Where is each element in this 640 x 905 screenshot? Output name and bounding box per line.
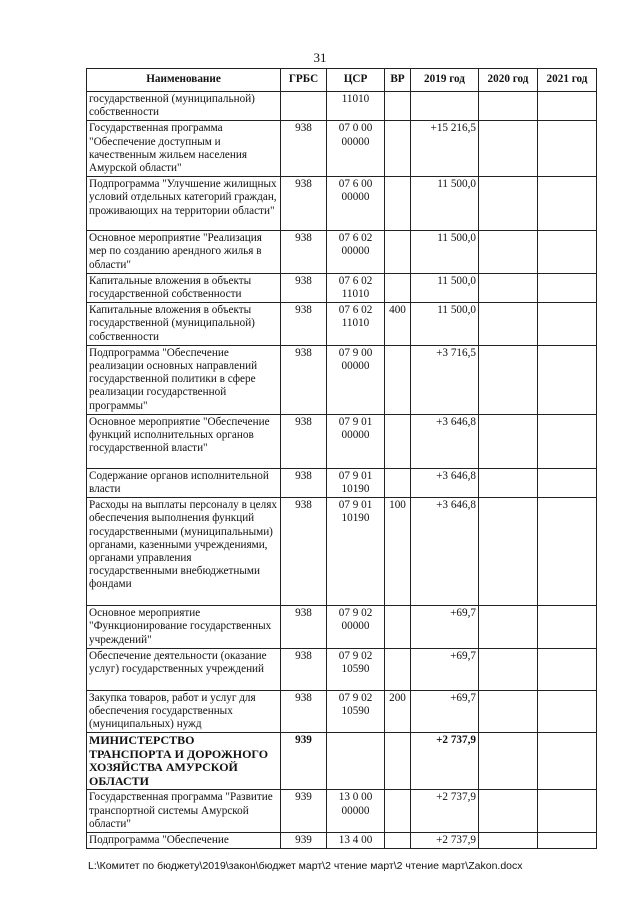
row-grbs-cell: 938 xyxy=(281,414,327,468)
row-grbs-cell: 938 xyxy=(281,231,327,274)
row-2021-cell xyxy=(538,606,597,649)
table-row xyxy=(87,606,597,649)
row-2021-cell xyxy=(538,833,597,849)
table-row xyxy=(87,468,597,497)
table-row xyxy=(87,833,597,849)
row-csr-cell: 13 4 00 xyxy=(327,833,385,849)
row-2019-cell: +15 216,5 xyxy=(411,121,479,177)
row-vr-cell xyxy=(385,790,411,833)
row-csr-cell: 07 6 02 11010 xyxy=(327,303,385,346)
row-name-cell: Закупка товаров, работ и услуг для обеспечения государственных (муниципальных) нужд xyxy=(87,690,281,733)
row-vr-cell xyxy=(385,833,411,849)
row-name-cell: Капитальные вложения в объекты государственной собственности xyxy=(87,273,281,302)
row-2020-cell xyxy=(479,606,538,649)
row-2020-cell xyxy=(479,414,538,468)
row-2020-cell xyxy=(479,121,538,177)
row-name-cell: Государственная программа "Развитие транспортной системы Амурской области" xyxy=(87,790,281,833)
row-2019-cell: +69,7 xyxy=(411,648,479,690)
row-2021-cell xyxy=(538,468,597,497)
row-2021-cell xyxy=(538,648,597,690)
table-row xyxy=(87,790,597,833)
row-grbs-cell: 939 xyxy=(281,733,327,790)
row-2021-cell xyxy=(538,414,597,468)
row-grbs-cell: 938 xyxy=(281,273,327,302)
row-2021-cell xyxy=(538,345,597,414)
row-name-cell: Обеспечение деятельности (оказание услуг) государственных учреждений xyxy=(87,648,281,690)
row-2021-cell xyxy=(538,733,597,790)
row-2019-cell: +3 716,5 xyxy=(411,345,479,414)
header-2019: 2019 год xyxy=(411,69,479,92)
row-name-cell: Государственная программа "Обеспечение доступным и качественным жильем населения Амурской области" xyxy=(87,121,281,177)
row-2020-cell xyxy=(479,690,538,733)
row-2021-cell xyxy=(538,498,597,606)
row-2020-cell xyxy=(479,468,538,497)
header-2021: 2021 год xyxy=(538,69,597,92)
header-2020: 2020 год xyxy=(479,69,538,92)
row-grbs-cell: 938 xyxy=(281,345,327,414)
row-2021-cell xyxy=(538,790,597,833)
table-row xyxy=(87,177,597,231)
row-vr-cell xyxy=(385,121,411,177)
row-grbs-cell: 939 xyxy=(281,790,327,833)
row-csr-cell: 07 9 02 00000 xyxy=(327,606,385,649)
table-row xyxy=(87,648,597,690)
row-2020-cell xyxy=(479,833,538,849)
row-2020-cell xyxy=(479,303,538,346)
row-2020-cell xyxy=(479,92,538,121)
row-csr-cell: 07 9 02 10590 xyxy=(327,648,385,690)
row-vr-cell xyxy=(385,345,411,414)
row-2020-cell xyxy=(479,231,538,274)
row-vr-cell xyxy=(385,648,411,690)
row-grbs-cell xyxy=(281,92,327,121)
row-2019-cell xyxy=(411,92,479,121)
row-vr-cell xyxy=(385,733,411,790)
row-name-cell: Подпрограмма "Улучшение жилищных условий отдельных категорий граждан, проживающих на территории области" xyxy=(87,177,281,231)
row-name-cell: Подпрограмма "Обеспечение реализации основных направлений государственной политики в сфере реализации государственной программы" xyxy=(87,345,281,414)
row-vr-cell: 200 xyxy=(385,690,411,733)
row-csr-cell: 07 0 00 00000 xyxy=(327,121,385,177)
table-row xyxy=(87,733,597,790)
row-2021-cell xyxy=(538,231,597,274)
row-grbs-cell: 938 xyxy=(281,468,327,497)
row-name-cell: Расходы на выплаты персоналу в целях обеспечения выполнения функций государственными (муниципальными) органами, казенными учреждениями, органами управления государственными внебюджетными фондами xyxy=(87,498,281,606)
budget-table xyxy=(86,68,597,849)
row-2019-cell: +3 646,8 xyxy=(411,414,479,468)
row-name-cell: государственной (муниципальной) собственности xyxy=(87,92,281,121)
table-row xyxy=(87,498,597,606)
row-grbs-cell: 938 xyxy=(281,648,327,690)
row-2019-cell: +2 737,9 xyxy=(411,790,479,833)
row-2020-cell xyxy=(479,345,538,414)
row-vr-cell xyxy=(385,177,411,231)
row-vr-cell: 400 xyxy=(385,303,411,346)
row-grbs-cell: 939 xyxy=(281,833,327,849)
row-2020-cell xyxy=(479,273,538,302)
row-csr-cell: 07 9 02 10590 xyxy=(327,690,385,733)
row-2019-cell: +2 737,9 xyxy=(411,733,479,790)
table-row xyxy=(87,92,597,121)
row-vr-cell: 100 xyxy=(385,498,411,606)
row-2019-cell: 11 500,0 xyxy=(411,177,479,231)
page-number: 31 xyxy=(313,50,327,65)
row-grbs-cell: 938 xyxy=(281,606,327,649)
row-csr-cell: 07 9 01 10190 xyxy=(327,468,385,497)
table-row xyxy=(87,303,597,346)
row-grbs-cell: 938 xyxy=(281,177,327,231)
table-row xyxy=(87,414,597,468)
row-2019-cell: +3 646,8 xyxy=(411,468,479,497)
row-grbs-cell: 938 xyxy=(281,498,327,606)
row-name-cell: Подпрограмма "Обеспечение xyxy=(87,833,281,849)
table-row xyxy=(87,690,597,733)
file-path-footer: L:\Комитет по бюджету\2019\закон\бюджет март\2 чтение март\2 чтение март\Zakon.docx xyxy=(88,860,523,872)
row-2019-cell: +69,7 xyxy=(411,690,479,733)
row-vr-cell xyxy=(385,273,411,302)
row-csr-cell: 07 9 01 00000 xyxy=(327,414,385,468)
row-2021-cell xyxy=(538,303,597,346)
row-2021-cell xyxy=(538,273,597,302)
header-vr: ВР xyxy=(385,69,411,92)
row-2020-cell xyxy=(479,790,538,833)
row-name-cell: Капитальные вложения в объекты государственной (муниципальной) собственности xyxy=(87,303,281,346)
table-row xyxy=(87,121,597,177)
header-grbs: ГРБС xyxy=(281,69,327,92)
row-grbs-cell: 938 xyxy=(281,303,327,346)
row-csr-cell: 11010 xyxy=(327,92,385,121)
row-2020-cell xyxy=(479,177,538,231)
row-2019-cell: +69,7 xyxy=(411,606,479,649)
row-name-cell: МИНИСТЕРСТВО ТРАНСПОРТА И ДОРОЖНОГО ХОЗЯЙСТВА АМУРСКОЙ ОБЛАСТИ xyxy=(87,733,281,790)
row-2021-cell xyxy=(538,177,597,231)
row-csr-cell: 07 6 02 11010 xyxy=(327,273,385,302)
row-grbs-cell: 938 xyxy=(281,121,327,177)
header-name: Наименование xyxy=(87,69,281,92)
row-2019-cell: +2 737,9 xyxy=(411,833,479,849)
header-csr: ЦСР xyxy=(327,69,385,92)
row-2021-cell xyxy=(538,690,597,733)
row-vr-cell xyxy=(385,92,411,121)
row-csr-cell: 07 6 00 00000 xyxy=(327,177,385,231)
table-row xyxy=(87,345,597,414)
row-2021-cell xyxy=(538,92,597,121)
row-name-cell: Основное мероприятие "Обеспечение функций исполнительных органов государственной власти" xyxy=(87,414,281,468)
row-2019-cell: 11 500,0 xyxy=(411,231,479,274)
row-2020-cell xyxy=(479,498,538,606)
row-2019-cell: 11 500,0 xyxy=(411,273,479,302)
table-row xyxy=(87,231,597,274)
table-header-row xyxy=(87,69,597,92)
row-csr-cell: 13 0 00 00000 xyxy=(327,790,385,833)
row-name-cell: Основное мероприятие "Функционирование государственных учреждений" xyxy=(87,606,281,649)
row-csr-cell: 07 6 02 00000 xyxy=(327,231,385,274)
row-grbs-cell: 938 xyxy=(281,690,327,733)
row-csr-cell xyxy=(327,733,385,790)
row-2020-cell xyxy=(479,648,538,690)
row-2019-cell: +3 646,8 xyxy=(411,498,479,606)
row-name-cell: Содержание органов исполнительной власти xyxy=(87,468,281,497)
row-vr-cell xyxy=(385,606,411,649)
row-vr-cell xyxy=(385,414,411,468)
row-vr-cell xyxy=(385,231,411,274)
row-csr-cell: 07 9 00 00000 xyxy=(327,345,385,414)
table-row xyxy=(87,273,597,302)
row-name-cell: Основное мероприятие "Реализация мер по созданию арендного жилья в области" xyxy=(87,231,281,274)
row-vr-cell xyxy=(385,468,411,497)
row-2020-cell xyxy=(479,733,538,790)
row-2021-cell xyxy=(538,121,597,177)
row-csr-cell: 07 9 01 10190 xyxy=(327,498,385,606)
row-2019-cell: 11 500,0 xyxy=(411,303,479,346)
